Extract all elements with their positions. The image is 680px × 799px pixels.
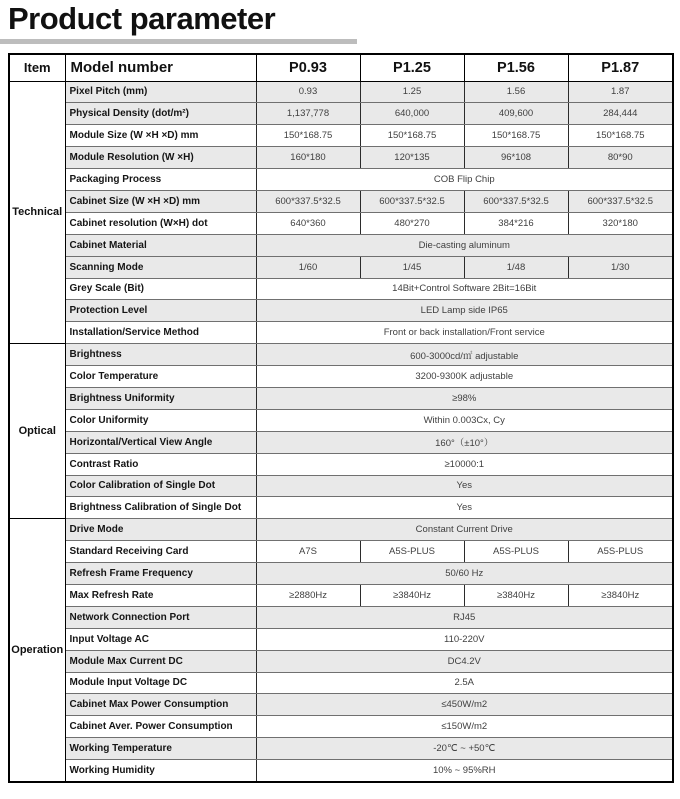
table-row bbox=[9, 431, 673, 453]
row-label: Brightness Calibration of Single Dot bbox=[65, 497, 256, 519]
value-cell-span: Yes bbox=[256, 497, 673, 519]
value-cell: 1.56 bbox=[464, 81, 568, 103]
table-row bbox=[9, 387, 673, 409]
title-underline bbox=[0, 39, 357, 44]
value-cell: ≥3840Hz bbox=[360, 584, 464, 606]
row-label: Grey Scale (Bit) bbox=[65, 278, 256, 300]
row-label: Input Voltage AC bbox=[65, 628, 256, 650]
row-label: Color Temperature bbox=[65, 366, 256, 388]
value-cell: ≥3840Hz bbox=[568, 584, 673, 606]
row-label: Color Calibration of Single Dot bbox=[65, 475, 256, 497]
value-cell: 1/45 bbox=[360, 256, 464, 278]
value-cell-span: RJ45 bbox=[256, 606, 673, 628]
page-title: Product parameter bbox=[8, 1, 276, 36]
table-row bbox=[9, 344, 673, 366]
table-row bbox=[9, 81, 673, 103]
value-cell-span: DC4.2V bbox=[256, 650, 673, 672]
row-label: Module Input Voltage DC bbox=[65, 672, 256, 694]
table-row bbox=[9, 366, 673, 388]
table-row bbox=[9, 212, 673, 234]
value-cell: 600*337.5*32.5 bbox=[464, 190, 568, 212]
header-model-p1-25: P1.25 bbox=[360, 54, 464, 81]
value-cell-span: 160°（±10°） bbox=[256, 431, 673, 453]
value-cell-span: Within 0.003Cx, Cy bbox=[256, 409, 673, 431]
product-parameter-table bbox=[8, 53, 674, 783]
section-label-optical: Optical bbox=[9, 344, 65, 519]
value-cell-span: 2.5A bbox=[256, 672, 673, 694]
row-label: Standard Receiving Card bbox=[65, 541, 256, 563]
value-cell-span: Constant Current Drive bbox=[256, 519, 673, 541]
row-label: Protection Level bbox=[65, 300, 256, 322]
table-row bbox=[9, 519, 673, 541]
table-row bbox=[9, 497, 673, 519]
value-cell: ≥3840Hz bbox=[464, 584, 568, 606]
header-model-p0-93: P0.93 bbox=[256, 54, 360, 81]
value-cell-span: 110-220V bbox=[256, 628, 673, 650]
row-label: Cabinet Aver. Power Consumption bbox=[65, 716, 256, 738]
value-cell-span: ≤150W/m2 bbox=[256, 716, 673, 738]
row-label: Max Refresh Rate bbox=[65, 584, 256, 606]
row-label: Physical Density (dot/m²) bbox=[65, 103, 256, 125]
value-cell: 320*180 bbox=[568, 212, 673, 234]
table-row bbox=[9, 760, 673, 782]
table-row bbox=[9, 584, 673, 606]
row-label: Color Uniformity bbox=[65, 409, 256, 431]
value-cell: 409,600 bbox=[464, 103, 568, 125]
value-cell: 150*168.75 bbox=[256, 125, 360, 147]
value-cell-span: COB Flip Chip bbox=[256, 169, 673, 191]
table-row bbox=[9, 475, 673, 497]
table-row bbox=[9, 716, 673, 738]
value-cell: A5S-PLUS bbox=[360, 541, 464, 563]
value-cell: 0.93 bbox=[256, 81, 360, 103]
row-label: Working Humidity bbox=[65, 760, 256, 782]
table-row bbox=[9, 256, 673, 278]
value-cell: 1/60 bbox=[256, 256, 360, 278]
value-cell: A5S-PLUS bbox=[568, 541, 673, 563]
header-model-p1-56: P1.56 bbox=[464, 54, 568, 81]
table-row bbox=[9, 278, 673, 300]
value-cell: 1/48 bbox=[464, 256, 568, 278]
value-cell: 120*135 bbox=[360, 147, 464, 169]
row-label: Brightness Uniformity bbox=[65, 387, 256, 409]
row-label: Brightness bbox=[65, 344, 256, 366]
value-cell-span: -20℃ ~ +50℃ bbox=[256, 738, 673, 760]
row-label: Installation/Service Method bbox=[65, 322, 256, 344]
header-row bbox=[9, 54, 673, 81]
value-cell: 160*180 bbox=[256, 147, 360, 169]
value-cell: A7S bbox=[256, 541, 360, 563]
value-cell-span: ≤450W/m2 bbox=[256, 694, 673, 716]
row-label: Refresh Frame Frequency bbox=[65, 563, 256, 585]
row-label: Cabinet Material bbox=[65, 234, 256, 256]
table-row bbox=[9, 234, 673, 256]
value-cell: ≥2880Hz bbox=[256, 584, 360, 606]
section-label-technical: Technical bbox=[9, 81, 65, 344]
value-cell: 96*108 bbox=[464, 147, 568, 169]
table-row bbox=[9, 409, 673, 431]
header-model-number: Model number bbox=[65, 54, 256, 81]
value-cell-span: Yes bbox=[256, 475, 673, 497]
table-row bbox=[9, 738, 673, 760]
value-cell: 600*337.5*32.5 bbox=[256, 190, 360, 212]
table-row bbox=[9, 322, 673, 344]
value-cell-span: Die-casting aluminum bbox=[256, 234, 673, 256]
row-label: Network Connection Port bbox=[65, 606, 256, 628]
value-cell: 600*337.5*32.5 bbox=[568, 190, 673, 212]
row-label: Drive Mode bbox=[65, 519, 256, 541]
header-item: Item bbox=[9, 54, 65, 81]
value-cell-span: 14Bit+Control Software 2Bit=16Bit bbox=[256, 278, 673, 300]
row-label: Cabinet Size (W ×H ×D) mm bbox=[65, 190, 256, 212]
row-label: Module Resolution (W ×H) bbox=[65, 147, 256, 169]
value-cell-span: 3200-9300K adjustable bbox=[256, 366, 673, 388]
row-label: Module Max Current DC bbox=[65, 650, 256, 672]
value-cell: 640,000 bbox=[360, 103, 464, 125]
table-row bbox=[9, 606, 673, 628]
value-cell-span: ≥10000:1 bbox=[256, 453, 673, 475]
value-cell: 284,444 bbox=[568, 103, 673, 125]
row-label: Packaging Process bbox=[65, 169, 256, 191]
value-cell: 1/30 bbox=[568, 256, 673, 278]
header-model-p1-87: P1.87 bbox=[568, 54, 673, 81]
table-row bbox=[9, 125, 673, 147]
value-cell: 1,137,778 bbox=[256, 103, 360, 125]
table-row bbox=[9, 541, 673, 563]
section-label-operation: Operation bbox=[9, 519, 65, 782]
table-row bbox=[9, 103, 673, 125]
value-cell: 384*216 bbox=[464, 212, 568, 234]
row-label: Contrast Ratio bbox=[65, 453, 256, 475]
table-row bbox=[9, 453, 673, 475]
table-row bbox=[9, 672, 673, 694]
row-label: Cabinet resolution (W×H) dot bbox=[65, 212, 256, 234]
row-label: Working Temperature bbox=[65, 738, 256, 760]
value-cell: 80*90 bbox=[568, 147, 673, 169]
value-cell-span: 600-3000cd/㎡ adjustable bbox=[256, 344, 673, 366]
row-label: Cabinet Max Power Consumption bbox=[65, 694, 256, 716]
table-row bbox=[9, 169, 673, 191]
value-cell-span: LED Lamp side IP65 bbox=[256, 300, 673, 322]
value-cell-span: Front or back installation/Front service bbox=[256, 322, 673, 344]
table-row bbox=[9, 628, 673, 650]
table-row bbox=[9, 147, 673, 169]
value-cell: 1.87 bbox=[568, 81, 673, 103]
value-cell: 150*168.75 bbox=[568, 125, 673, 147]
value-cell: 150*168.75 bbox=[360, 125, 464, 147]
value-cell: 600*337.5*32.5 bbox=[360, 190, 464, 212]
value-cell: A5S-PLUS bbox=[464, 541, 568, 563]
value-cell: 480*270 bbox=[360, 212, 464, 234]
value-cell-span: ≥98% bbox=[256, 387, 673, 409]
value-cell-span: 10% ~ 95%RH bbox=[256, 760, 673, 782]
value-cell: 150*168.75 bbox=[464, 125, 568, 147]
row-label: Pixel Pitch (mm) bbox=[65, 81, 256, 103]
row-label: Scanning Mode bbox=[65, 256, 256, 278]
table-row bbox=[9, 563, 673, 585]
value-cell: 640*360 bbox=[256, 212, 360, 234]
value-cell: 1.25 bbox=[360, 81, 464, 103]
value-cell-span: 50/60 Hz bbox=[256, 563, 673, 585]
row-label: Horizontal/Vertical View Angle bbox=[65, 431, 256, 453]
table-row bbox=[9, 650, 673, 672]
table-body bbox=[9, 81, 673, 782]
row-label: Module Size (W ×H ×D) mm bbox=[65, 125, 256, 147]
table-row bbox=[9, 190, 673, 212]
table-row bbox=[9, 300, 673, 322]
table-row bbox=[9, 694, 673, 716]
